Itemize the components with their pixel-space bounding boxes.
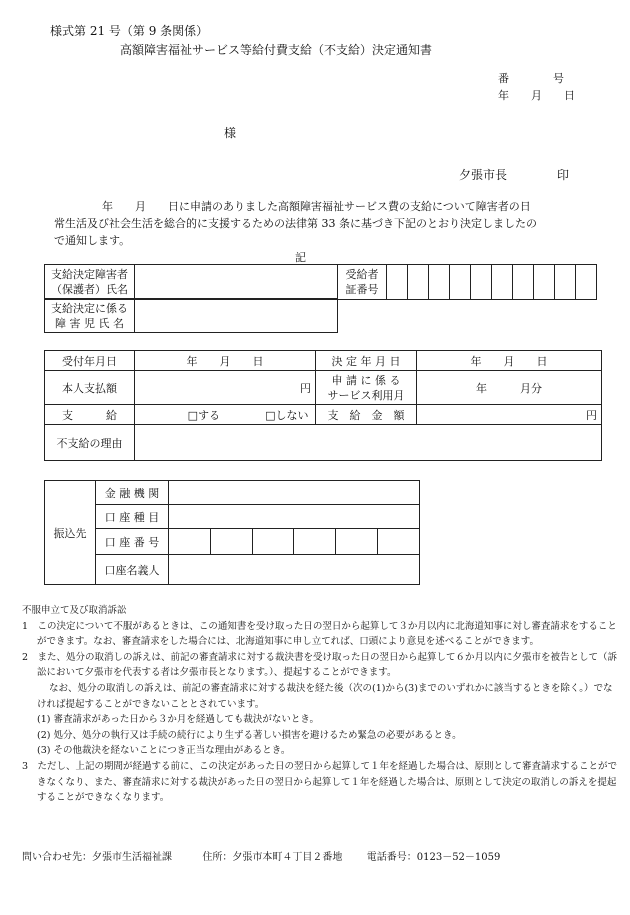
payment-options — [135, 405, 316, 425]
issuer-seal: 印 — [557, 168, 570, 182]
decision-table — [44, 350, 602, 461]
account-digit-cell[interactable] — [336, 529, 378, 555]
document-title: 高額障害福祉サービス等給付費支給（不支給）決定通知書 — [120, 43, 433, 57]
note-sub-3: (3) その他裁決を経ないことにつき正当な理由があるとき。 — [37, 745, 291, 757]
contact-office: 問い合わせ先：夕張市生活福祉課 — [22, 852, 172, 863]
document-number-label: 番 号 — [498, 72, 564, 85]
transfer-table — [44, 480, 420, 585]
account-digit-cell[interactable] — [169, 529, 211, 555]
recipient-honorific: 様 — [224, 126, 237, 140]
self-pay-value[interactable]: 円 — [135, 371, 316, 405]
payment-label: 支 給 — [45, 405, 135, 425]
bank-label: 金 融 機 関 — [96, 481, 169, 505]
document-date-label: 年 月 日 — [498, 89, 575, 102]
bank-field[interactable] — [169, 481, 420, 505]
certificate-digit-cell[interactable] — [471, 265, 492, 300]
child-name-label: 支給決定に係る 障 害 児 氏 名 — [45, 299, 135, 333]
body-line-2: 常生活及び社会生活を総合的に支援するための法律第 33 条に基づき下記のとおり決定しましたの — [54, 217, 537, 230]
transfer-label: 振込先 — [45, 481, 96, 585]
service-month-label: 申 請 に 係 る サービス利用月 — [316, 371, 417, 405]
receipt-date-value[interactable]: 年 月 日 — [135, 351, 316, 371]
contact-address: 住所：夕張市本町４丁目２番地 — [202, 852, 343, 863]
applicant-name-field[interactable] — [135, 265, 338, 300]
issuer-name: 夕張市長 — [459, 168, 508, 182]
body-line-3: で通知します。 — [54, 234, 131, 247]
certificate-digit-cell[interactable] — [534, 265, 555, 300]
body-line-1: 年 月 日に申請のありました高額障害福祉サービス費の支給について障害者の日 — [102, 200, 531, 213]
account-digit-cell[interactable] — [210, 529, 252, 555]
reason-label: 不支給の理由 — [45, 425, 135, 461]
certificate-digit-cell[interactable] — [429, 265, 450, 300]
note-1: 1 この決定について不服があるときは、この通知書を受け取った日の翌日から起算して３か月以内に北海道知事に対し審査請求をすることができます。なお、審査請求をした場合には、北海道知事に申し立てれば、口頭により意見を述べることができます。 — [22, 620, 617, 648]
certificate-digit-cell[interactable] — [576, 265, 597, 300]
note-sub-2: (2) 処分、処分の執行又は手続の続行により生ずる著しい損害を避けるため緊急の必要があるとき。 — [37, 729, 462, 741]
certificate-number-label: 受給者 証番号 — [338, 265, 387, 300]
receipt-date-label: 受付年月日 — [45, 351, 135, 371]
account-digit-cell[interactable] — [378, 529, 420, 555]
appeal-notes — [22, 603, 618, 806]
certificate-digit-cell[interactable] — [450, 265, 471, 300]
account-digit-cell[interactable] — [294, 529, 336, 555]
applicant-table — [44, 264, 597, 300]
contact-phone: 電話番号：0123－52－1059 — [366, 852, 501, 863]
pay-no-checkbox[interactable]: □しない — [265, 408, 309, 422]
amount-label: 支 給 金 額 — [316, 405, 417, 425]
certificate-digit-cell[interactable] — [513, 265, 534, 300]
form-number: 様式第 21 号（第 9 条関係） — [50, 24, 209, 38]
account-type-field[interactable] — [169, 505, 420, 529]
note-3: 3 ただし、上記の期間が経過する前に、この決定があった日の翌日から起算して１年を経過した場合は、原則として審査請求することができなくなり、また、審査請求に対する裁決があった日の翌日から起算して１年を経過した場合は、原則として決定の取消しの訴えを提起することができなくなります。 — [22, 760, 617, 804]
self-pay-label: 本人支払額 — [45, 371, 135, 405]
applicant-name-label: 支給決定障害者 （保護者）氏名 — [45, 265, 135, 300]
note-2: 2 また、処分の取消しの訴えは、前記の審査請求に対する裁決書を受け取った日の翌日から起算して６か月以内に夕張市を被告として（訴訟において夕張市を代表する者は夕張市長となります。）、提起することができます。 — [22, 651, 618, 679]
certificate-digit-cell[interactable] — [408, 265, 429, 300]
amount-value[interactable]: 円 — [417, 405, 602, 425]
certificate-digit-cell[interactable] — [387, 265, 408, 300]
reason-field[interactable] — [135, 425, 602, 461]
decision-date-label: 決 定 年 月 日 — [316, 351, 417, 371]
note-2b: なお、処分の取消しの訴えは、前記の審査請求に対する裁決を経た後（次の(1)から(3)までのいずれかに該当するときを除く。）でなければ提起することができないこととされています。 — [37, 682, 613, 710]
notes-heading: 不服申立て及び取消訴訟 — [22, 605, 127, 616]
certificate-digit-cell[interactable] — [492, 265, 513, 300]
child-name-field[interactable] — [135, 299, 338, 333]
account-type-label: 口 座 種 目 — [96, 505, 169, 529]
certificate-digit-cell[interactable] — [555, 265, 576, 300]
decision-date-value[interactable]: 年 月 日 — [417, 351, 602, 371]
account-holder-label: 口座名義人 — [96, 555, 169, 585]
ki-heading: 記 — [295, 251, 306, 264]
service-month-value[interactable]: 年 月分 — [417, 371, 602, 405]
account-holder-field[interactable] — [169, 555, 420, 585]
contact-footer — [22, 848, 500, 863]
account-digit-cell[interactable] — [252, 529, 294, 555]
child-table — [44, 298, 338, 333]
account-number-label: 口 座 番 号 — [96, 529, 169, 555]
pay-yes-checkbox[interactable]: □する — [187, 408, 220, 422]
note-sub-1: (1) 審査請求があった日から３か月を経過しても裁決がないとき。 — [37, 714, 320, 726]
